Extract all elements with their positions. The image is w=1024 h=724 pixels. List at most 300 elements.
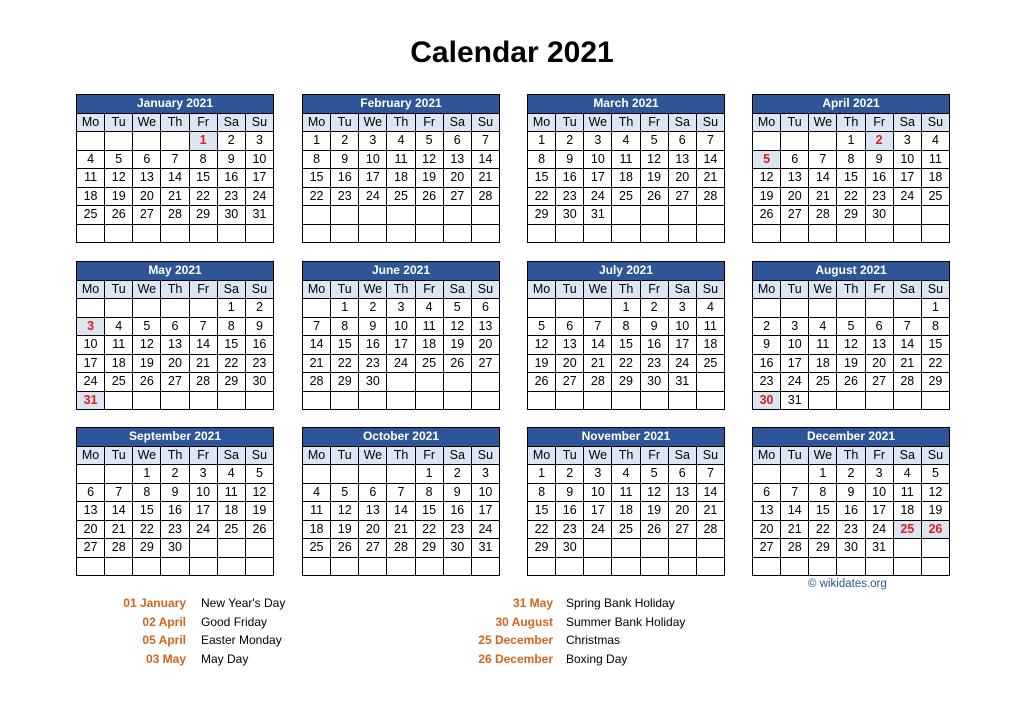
day-cell: 27 <box>443 187 471 206</box>
weekday-label: We <box>359 280 387 299</box>
empty-cell <box>640 224 668 243</box>
day-cell: 1 <box>837 132 865 151</box>
day-cell: 21 <box>893 354 921 373</box>
weekday-label: Fr <box>640 280 668 299</box>
day-cell: 30 <box>556 206 584 225</box>
empty-cell <box>893 206 921 225</box>
day-cell: 19 <box>443 336 471 355</box>
day-cell: 7 <box>471 132 499 151</box>
month-table <box>752 261 950 410</box>
day-cell: 22 <box>303 187 331 206</box>
month-title: September 2021 <box>77 428 274 447</box>
empty-cell <box>865 557 893 576</box>
day-cell: 23 <box>837 520 865 539</box>
day-cell: 10 <box>387 317 415 336</box>
month-title: August 2021 <box>753 262 950 281</box>
month-table <box>527 94 725 243</box>
day-cell: 10 <box>893 150 921 169</box>
day-cell: 11 <box>387 150 415 169</box>
empty-cell <box>471 206 499 225</box>
day-cell: 27 <box>753 539 781 558</box>
day-cell: 23 <box>245 354 273 373</box>
day-cell: 16 <box>753 354 781 373</box>
weekday-label: Sa <box>443 113 471 132</box>
weekday-label: Tu <box>781 113 809 132</box>
day-cell: 13 <box>471 317 499 336</box>
empty-cell <box>865 391 893 410</box>
day-cell: 8 <box>921 317 949 336</box>
day-cell: 25 <box>612 187 640 206</box>
day-cell: 17 <box>77 354 105 373</box>
day-cell: 19 <box>245 502 273 521</box>
empty-cell <box>161 132 189 151</box>
day-cell: 4 <box>77 150 105 169</box>
weekday-label: Fr <box>189 113 217 132</box>
empty-cell <box>528 299 556 318</box>
day-cell: 29 <box>612 373 640 392</box>
day-cell: 8 <box>217 317 245 336</box>
day-cell: 27 <box>133 206 161 225</box>
weekday-label: Fr <box>865 280 893 299</box>
day-cell: 18 <box>809 354 837 373</box>
day-cell: 21 <box>696 502 724 521</box>
day-cell: 24 <box>893 187 921 206</box>
day-cell: 8 <box>189 150 217 169</box>
day-cell: 3 <box>387 299 415 318</box>
month-table <box>752 427 950 576</box>
day-cell: 11 <box>415 317 443 336</box>
day-cell: 4 <box>809 317 837 336</box>
day-cell: 29 <box>331 373 359 392</box>
day-cell: 26 <box>331 539 359 558</box>
day-cell: 25 <box>921 187 949 206</box>
empty-cell <box>471 391 499 410</box>
day-cell: 20 <box>161 354 189 373</box>
weekday-label: Mo <box>753 113 781 132</box>
day-cell: 20 <box>753 520 781 539</box>
weekday-label: Mo <box>77 446 105 465</box>
day-cell: 1 <box>331 299 359 318</box>
weekday-label: Su <box>245 280 273 299</box>
holiday-item <box>460 631 760 650</box>
weekday-label: Tu <box>105 446 133 465</box>
weekday-label: Mo <box>753 280 781 299</box>
day-cell: 3 <box>668 299 696 318</box>
day-cell: 28 <box>696 520 724 539</box>
empty-cell <box>584 224 612 243</box>
month-title: December 2021 <box>753 428 950 447</box>
day-cell: 3 <box>471 465 499 484</box>
day-cell: 5 <box>837 317 865 336</box>
day-cell: 5 <box>415 132 443 151</box>
day-cell: 16 <box>556 502 584 521</box>
day-cell: 12 <box>133 336 161 355</box>
empty-cell <box>753 132 781 151</box>
day-cell: 23 <box>556 520 584 539</box>
day-cell: 21 <box>471 169 499 188</box>
day-cell: 30 <box>217 206 245 225</box>
day-cell: 10 <box>865 483 893 502</box>
day-cell: 18 <box>612 502 640 521</box>
day-cell: 1 <box>303 132 331 151</box>
day-cell: 26 <box>837 373 865 392</box>
weekday-label: Su <box>696 280 724 299</box>
day-cell: 29 <box>837 206 865 225</box>
holiday-name: May Day <box>201 651 249 666</box>
empty-cell <box>556 224 584 243</box>
day-cell: 27 <box>668 520 696 539</box>
empty-cell <box>809 132 837 151</box>
day-cell: 26 <box>640 520 668 539</box>
day-cell: 2 <box>443 465 471 484</box>
day-cell: 22 <box>921 354 949 373</box>
day-cell: 16 <box>161 502 189 521</box>
day-cell: 27 <box>77 539 105 558</box>
empty-cell <box>387 465 415 484</box>
day-cell: 2 <box>865 132 893 151</box>
empty-cell <box>696 539 724 558</box>
day-cell: 7 <box>809 150 837 169</box>
empty-cell <box>303 206 331 225</box>
empty-cell <box>161 391 189 410</box>
day-cell: 21 <box>584 354 612 373</box>
weekday-label: Su <box>471 446 499 465</box>
empty-cell <box>640 391 668 410</box>
empty-cell <box>189 557 217 576</box>
day-cell: 24 <box>77 373 105 392</box>
day-cell: 28 <box>387 539 415 558</box>
day-cell: 5 <box>640 465 668 484</box>
weekday-label: Th <box>387 446 415 465</box>
weekday-label: Fr <box>415 446 443 465</box>
day-cell: 29 <box>133 539 161 558</box>
weekday-label: Sa <box>217 113 245 132</box>
month-title: May 2021 <box>77 262 274 281</box>
weekday-label: We <box>133 280 161 299</box>
day-cell: 17 <box>584 169 612 188</box>
weekday-label: We <box>584 280 612 299</box>
day-cell: 4 <box>921 132 949 151</box>
day-cell: 22 <box>331 354 359 373</box>
empty-cell <box>105 465 133 484</box>
day-cell: 9 <box>161 483 189 502</box>
day-cell: 15 <box>303 169 331 188</box>
day-cell: 1 <box>809 465 837 484</box>
day-cell: 25 <box>809 373 837 392</box>
day-cell: 2 <box>556 465 584 484</box>
empty-cell <box>387 224 415 243</box>
day-cell: 12 <box>245 483 273 502</box>
day-cell: 12 <box>921 483 949 502</box>
day-cell: 1 <box>921 299 949 318</box>
empty-cell <box>921 206 949 225</box>
empty-cell <box>387 373 415 392</box>
day-cell: 22 <box>415 520 443 539</box>
day-cell: 12 <box>640 150 668 169</box>
day-cell: 6 <box>471 299 499 318</box>
empty-cell <box>612 224 640 243</box>
day-cell: 23 <box>443 520 471 539</box>
day-cell: 15 <box>415 502 443 521</box>
day-cell: 1 <box>528 132 556 151</box>
day-cell: 17 <box>471 502 499 521</box>
day-cell: 22 <box>189 187 217 206</box>
day-cell: 26 <box>921 520 949 539</box>
day-cell: 9 <box>753 336 781 355</box>
day-cell: 28 <box>161 206 189 225</box>
empty-cell <box>331 557 359 576</box>
month-table <box>76 261 274 410</box>
day-cell: 12 <box>415 150 443 169</box>
day-cell: 26 <box>133 373 161 392</box>
day-cell: 19 <box>753 187 781 206</box>
day-cell: 15 <box>528 169 556 188</box>
empty-cell <box>471 373 499 392</box>
day-cell: 3 <box>359 132 387 151</box>
day-cell: 16 <box>245 336 273 355</box>
day-cell: 13 <box>161 336 189 355</box>
weekday-label: Fr <box>640 446 668 465</box>
day-cell: 12 <box>528 336 556 355</box>
month-table <box>76 94 274 243</box>
empty-cell <box>245 391 273 410</box>
weekday-label: Sa <box>668 446 696 465</box>
empty-cell <box>415 391 443 410</box>
empty-cell <box>584 299 612 318</box>
empty-cell <box>781 465 809 484</box>
empty-cell <box>331 391 359 410</box>
day-cell: 23 <box>331 187 359 206</box>
day-cell: 16 <box>443 502 471 521</box>
day-cell: 17 <box>781 354 809 373</box>
empty-cell <box>781 299 809 318</box>
day-cell: 14 <box>161 169 189 188</box>
day-cell: 12 <box>753 169 781 188</box>
day-cell: 17 <box>865 502 893 521</box>
weekday-label: We <box>584 446 612 465</box>
day-cell: 17 <box>668 336 696 355</box>
empty-cell <box>415 206 443 225</box>
day-cell: 25 <box>387 187 415 206</box>
day-cell: 16 <box>640 336 668 355</box>
day-cell: 15 <box>217 336 245 355</box>
weekday-label: Mo <box>528 446 556 465</box>
empty-cell <box>245 539 273 558</box>
day-cell: 18 <box>77 187 105 206</box>
empty-cell <box>893 224 921 243</box>
weekday-label: Mo <box>753 446 781 465</box>
holiday-item <box>460 594 760 613</box>
empty-cell <box>303 299 331 318</box>
day-cell: 21 <box>161 187 189 206</box>
empty-cell <box>133 391 161 410</box>
weekday-label: Tu <box>556 113 584 132</box>
weekday-label: Tu <box>781 446 809 465</box>
day-cell: 17 <box>584 502 612 521</box>
weekday-label: Mo <box>528 280 556 299</box>
weekday-label: Tu <box>781 280 809 299</box>
empty-cell <box>303 224 331 243</box>
day-cell: 15 <box>133 502 161 521</box>
day-cell: 8 <box>528 483 556 502</box>
day-cell: 2 <box>837 465 865 484</box>
day-cell: 13 <box>865 336 893 355</box>
day-cell: 28 <box>105 539 133 558</box>
holiday-name: Boxing Day <box>566 651 628 666</box>
day-cell: 22 <box>612 354 640 373</box>
weekday-label: Su <box>921 280 949 299</box>
credit-link[interactable]: © wikidates.org <box>808 578 887 590</box>
weekday-label: Su <box>921 113 949 132</box>
day-cell: 28 <box>893 373 921 392</box>
empty-cell <box>415 224 443 243</box>
holiday-name: Spring Bank Holiday <box>566 596 675 610</box>
day-cell: 3 <box>893 132 921 151</box>
empty-cell <box>612 557 640 576</box>
day-cell: 19 <box>640 169 668 188</box>
empty-cell <box>161 299 189 318</box>
holiday-name: Christmas <box>566 633 621 647</box>
empty-cell <box>837 299 865 318</box>
holiday-date: 25 December <box>478 633 553 647</box>
day-cell: 10 <box>471 483 499 502</box>
month-table <box>527 427 725 576</box>
day-cell: 8 <box>133 483 161 502</box>
day-cell: 20 <box>359 520 387 539</box>
day-cell: 19 <box>133 354 161 373</box>
day-cell: 24 <box>781 373 809 392</box>
day-cell: 19 <box>528 354 556 373</box>
empty-cell <box>161 557 189 576</box>
day-cell: 17 <box>893 169 921 188</box>
day-cell: 2 <box>331 132 359 151</box>
day-cell: 24 <box>471 520 499 539</box>
day-cell: 22 <box>809 520 837 539</box>
holiday-date: 03 May <box>145 651 186 666</box>
day-cell: 20 <box>133 187 161 206</box>
day-cell: 31 <box>584 206 612 225</box>
day-cell: 14 <box>781 502 809 521</box>
day-cell: 19 <box>921 502 949 521</box>
empty-cell <box>893 299 921 318</box>
day-cell: 6 <box>753 483 781 502</box>
day-cell: 10 <box>245 150 273 169</box>
weekday-label: Th <box>837 113 865 132</box>
day-cell: 11 <box>921 150 949 169</box>
empty-cell <box>556 557 584 576</box>
day-cell: 9 <box>359 317 387 336</box>
day-cell: 1 <box>133 465 161 484</box>
day-cell: 21 <box>105 520 133 539</box>
day-cell: 15 <box>612 336 640 355</box>
empty-cell <box>387 206 415 225</box>
day-cell: 20 <box>471 336 499 355</box>
empty-cell <box>359 391 387 410</box>
day-cell: 11 <box>893 483 921 502</box>
day-cell: 11 <box>105 336 133 355</box>
day-cell: 6 <box>865 317 893 336</box>
day-cell: 9 <box>865 150 893 169</box>
weekday-label: Mo <box>77 113 105 132</box>
day-cell: 5 <box>921 465 949 484</box>
day-cell: 8 <box>612 317 640 336</box>
empty-cell <box>443 557 471 576</box>
day-cell: 6 <box>443 132 471 151</box>
holiday-name: New Year's Day <box>201 596 286 610</box>
weekday-label: We <box>809 280 837 299</box>
day-cell: 15 <box>809 502 837 521</box>
empty-cell <box>528 391 556 410</box>
day-cell: 21 <box>387 520 415 539</box>
empty-cell <box>133 557 161 576</box>
empty-cell <box>696 373 724 392</box>
day-cell: 8 <box>303 150 331 169</box>
day-cell: 16 <box>359 336 387 355</box>
day-cell: 18 <box>921 169 949 188</box>
day-cell: 20 <box>556 354 584 373</box>
empty-cell <box>556 299 584 318</box>
empty-cell <box>415 557 443 576</box>
empty-cell <box>331 224 359 243</box>
empty-cell <box>133 299 161 318</box>
day-cell: 1 <box>189 132 217 151</box>
day-cell: 28 <box>809 206 837 225</box>
empty-cell <box>668 206 696 225</box>
holiday-date: 01 January <box>123 596 186 610</box>
empty-cell <box>77 557 105 576</box>
empty-cell <box>77 465 105 484</box>
day-cell: 14 <box>893 336 921 355</box>
empty-cell <box>809 557 837 576</box>
empty-cell <box>753 299 781 318</box>
empty-cell <box>217 224 245 243</box>
day-cell: 30 <box>865 206 893 225</box>
empty-cell <box>359 224 387 243</box>
day-cell: 8 <box>528 150 556 169</box>
day-cell: 9 <box>331 150 359 169</box>
day-cell: 10 <box>189 483 217 502</box>
day-cell: 17 <box>245 169 273 188</box>
day-cell: 29 <box>415 539 443 558</box>
weekday-label: Su <box>471 280 499 299</box>
empty-cell <box>781 224 809 243</box>
holiday-list-left <box>100 594 360 668</box>
holiday-name: Good Friday <box>201 614 268 629</box>
day-cell: 11 <box>612 483 640 502</box>
day-cell: 16 <box>865 169 893 188</box>
day-cell: 20 <box>77 520 105 539</box>
day-cell: 10 <box>77 336 105 355</box>
day-cell: 6 <box>133 150 161 169</box>
day-cell: 3 <box>584 465 612 484</box>
day-cell: 7 <box>696 465 724 484</box>
empty-cell <box>696 557 724 576</box>
day-cell: 19 <box>415 169 443 188</box>
day-cell: 11 <box>612 150 640 169</box>
day-cell: 24 <box>865 520 893 539</box>
day-cell: 6 <box>161 317 189 336</box>
day-cell: 26 <box>443 354 471 373</box>
month-title: January 2021 <box>77 95 274 114</box>
day-cell: 3 <box>584 132 612 151</box>
day-cell: 30 <box>443 539 471 558</box>
empty-cell <box>105 132 133 151</box>
empty-cell <box>640 206 668 225</box>
day-cell: 27 <box>865 373 893 392</box>
empty-cell <box>443 391 471 410</box>
day-cell: 19 <box>837 354 865 373</box>
day-cell: 14 <box>189 336 217 355</box>
